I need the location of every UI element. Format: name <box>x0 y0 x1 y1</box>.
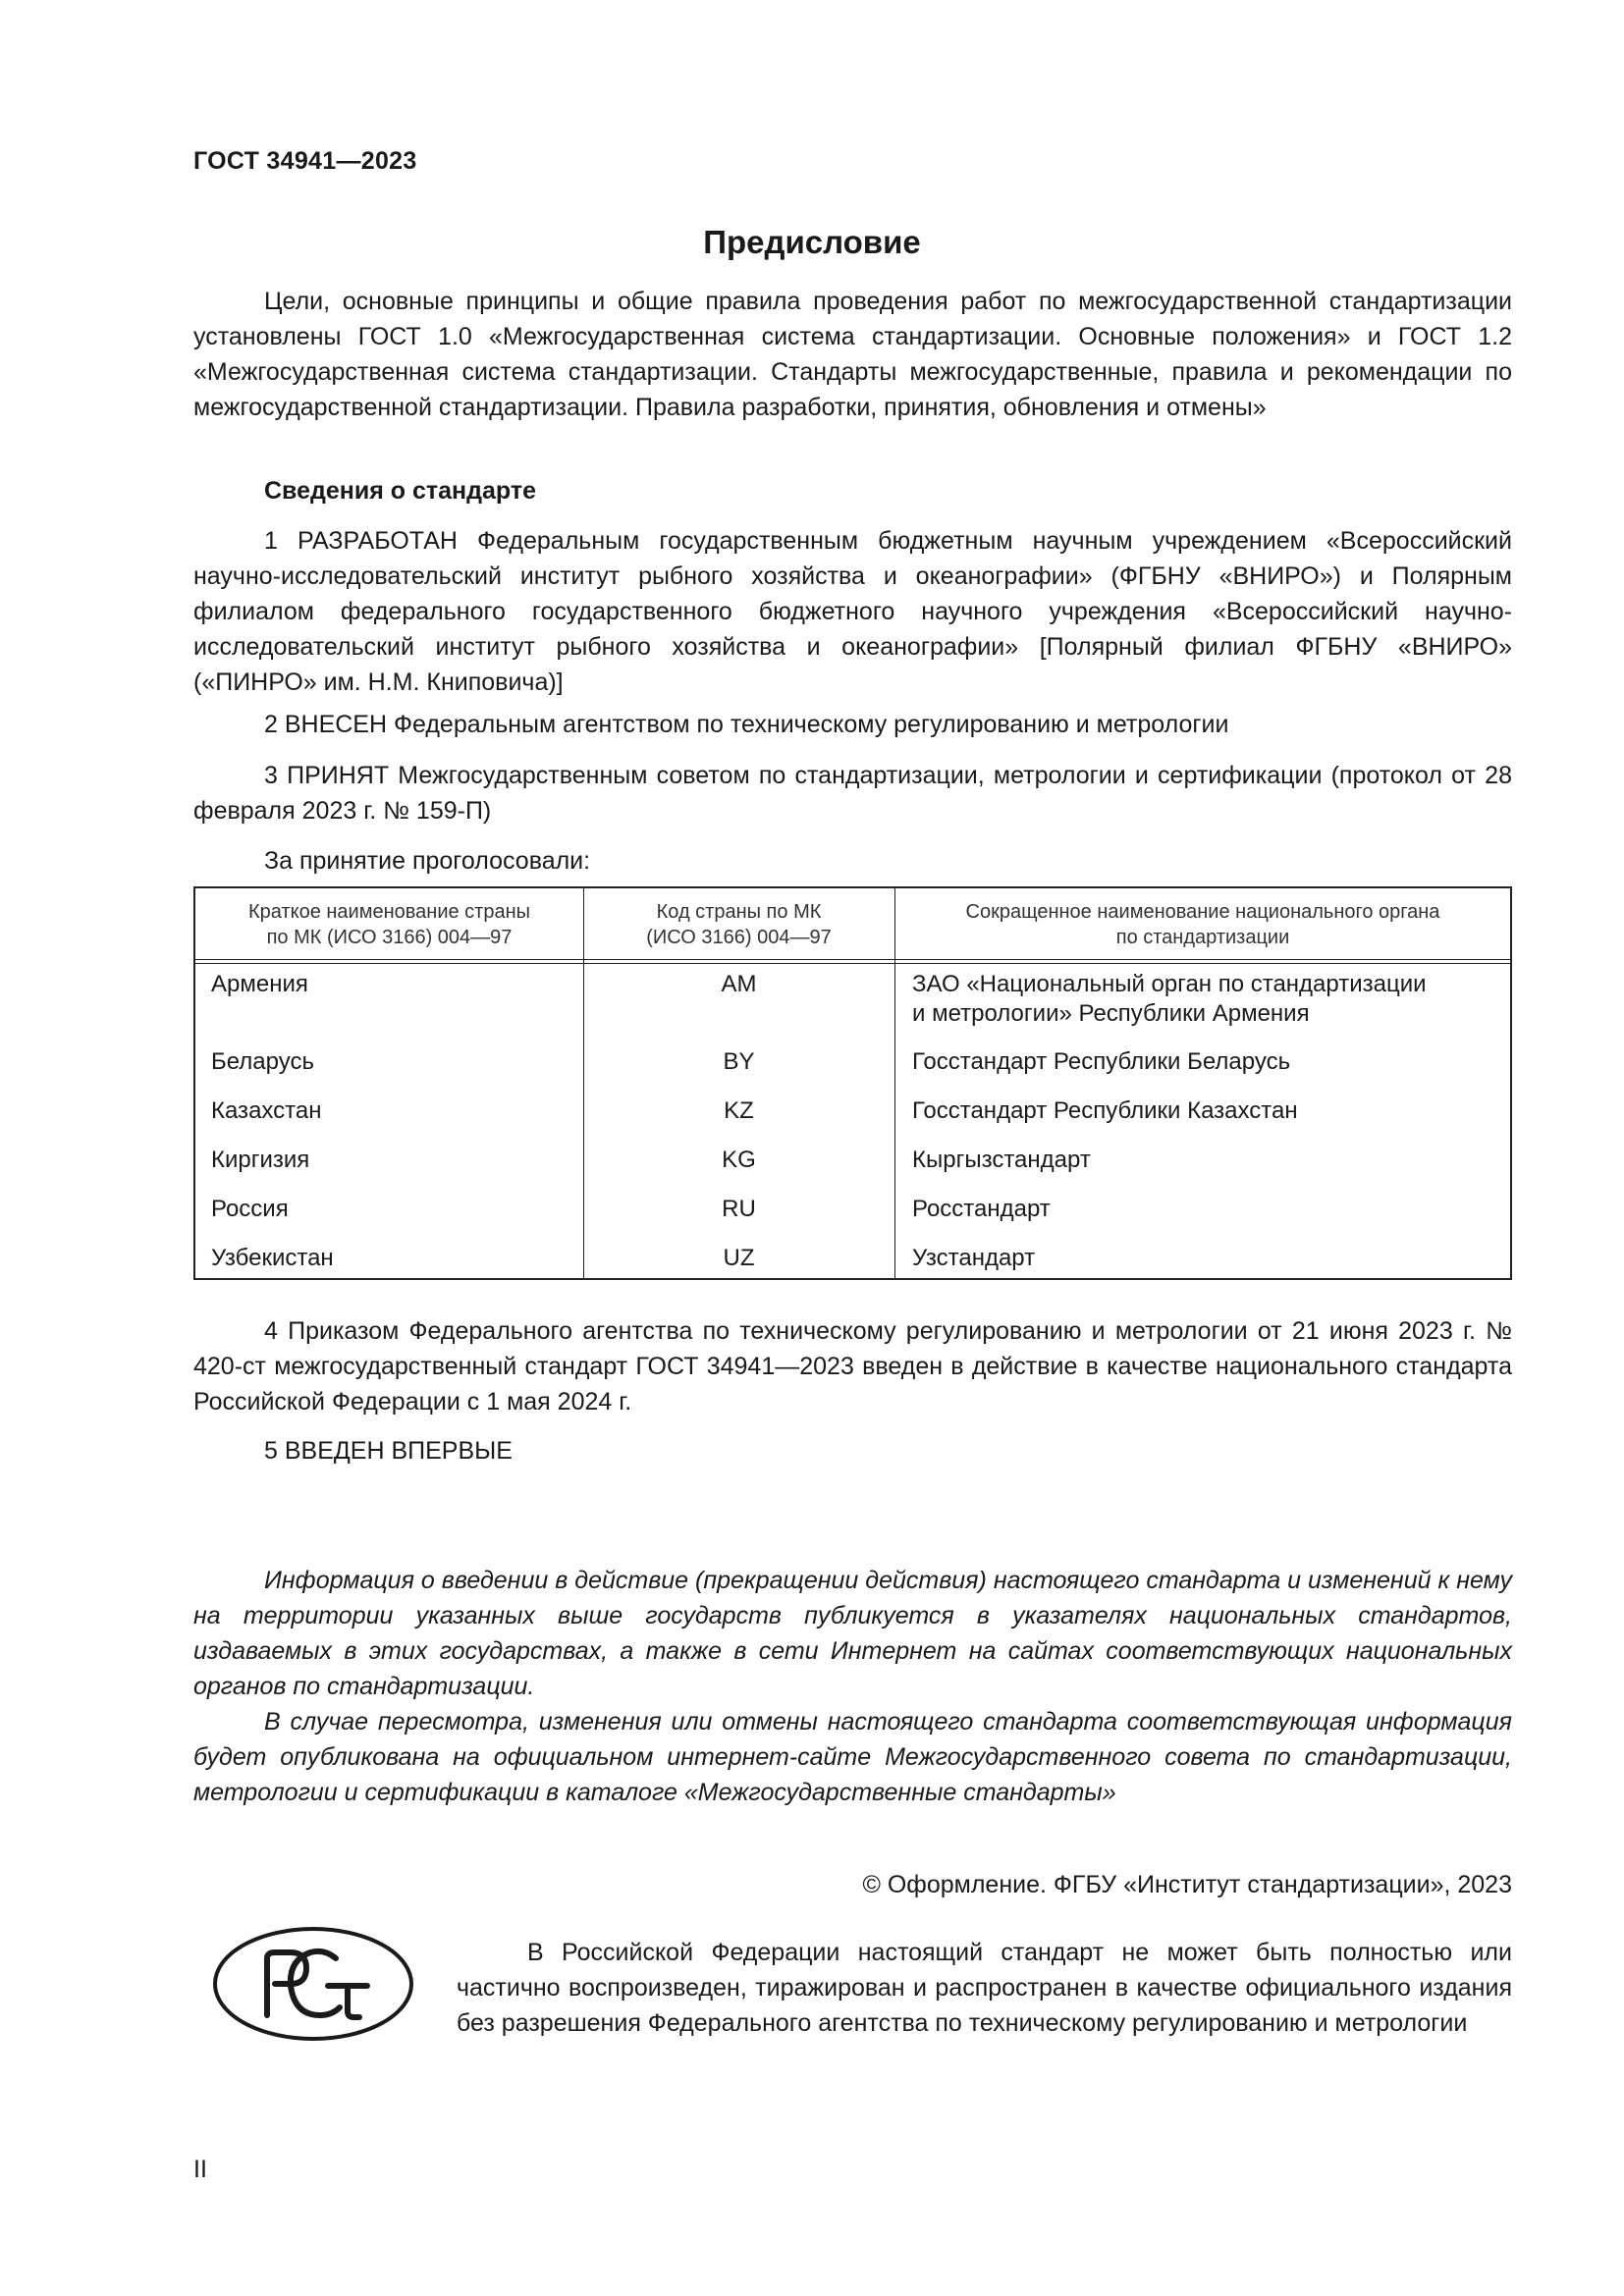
header-country-name: Краткое наименование страны по МК (ИСО 3166) 004—97 <box>247 901 531 948</box>
table-cell-country: Армения <box>211 971 308 997</box>
info-heading: Сведения о стандарте <box>264 477 537 505</box>
table-cell-country: Киргизия <box>211 1147 310 1173</box>
item-1-developed-by: 1 РАЗРАБОТАН Федеральным государственным бюджетным научным учреждением «Всероссийский научно-исследовательский институт рыбного хозяйства и океанографии» (ФГБНУ «ВНИРО») и Полярным филиалом федерального государственного бюджетного научного учреждения «Всероссийский научно-исследовательский институт рыбного хозяйства и океанографии» [Полярный филиал ФГБНУ «ВНИРО» («ПИНРО» им. Н.М. Книповича)] <box>193 527 1512 696</box>
copyright-line: © Оформление. ФГБУ «Институт стандартизации», 2023 <box>862 1871 1512 1898</box>
standard-id: ГОСТ 34941—2023 <box>193 147 417 175</box>
item-3-adopted-by: 3 ПРИНЯТ Межгосударственным советом по стандартизации, метрологии и сертификации (протокол от 28 февраля 2023 г. № 159-П) <box>193 762 1512 825</box>
table-cell-country: Беларусь <box>211 1048 314 1075</box>
table-cell-body: Росстандарт <box>912 1196 1051 1222</box>
table-cell-code: AM <box>721 971 757 997</box>
info-note-effect: Информация о введении в действие (прекращении действия) настоящего стандарта и изменений к нему на территории указанных выше государств публикуется в указателях национальных стандартов, издаваемых в этих государствах, а также в сети Интернет на сайтах соответствующих национальных органов по стандартизации. <box>193 1567 1512 1700</box>
table-cell-code: UZ <box>723 1245 755 1271</box>
header-national-body: Сокращенное наименование национального органа по стандартизации <box>965 901 1440 948</box>
table-cell-country: Узбекистан <box>211 1245 334 1271</box>
table-cell-code: KG <box>722 1147 756 1173</box>
table-cell-body: и метрологии» Республики Армения <box>912 1000 1310 1027</box>
table-cell-body: Кыргызстандарт <box>912 1147 1091 1173</box>
table-cell-country: Россия <box>211 1196 289 1222</box>
info-note-revision: В случае пересмотра, изменения или отмены настоящего стандарта соответствующая информация будет опубликована на официальном интернет-сайте Межгосударственного совета по стандартизации, метрологии и сертификации в каталоге «Межгосударственные стандарты» <box>193 1708 1512 1806</box>
voted-label: За принятие проголосовали: <box>264 847 591 875</box>
table-cell-body: ЗАО «Национальный орган по стандартизации <box>912 971 1427 997</box>
header-country-code: Код страны по МК (ИСО 3166) 004—97 <box>646 901 832 948</box>
page-title: Предисловие <box>703 224 921 260</box>
table-cell-code: KZ <box>724 1097 754 1124</box>
rst-logo-icon <box>210 1925 416 2043</box>
voting-countries-table <box>193 886 1512 1280</box>
rst-certification-logo <box>210 1925 416 2048</box>
intro-paragraph: Цели, основные принципы и общие правила проведения работ по межгосударственной стандартизации установлены ГОСТ 1.0 «Межгосударственная система стандартизации. Основные положения» и ГОСТ 1.2 «Межгосударственная система стандартизации. Стандарты межгосударственные, правила и рекомендации по межгосударственной стандартизации. Правила разработки, принятия, обновления и отмены» <box>193 288 1512 421</box>
table-cell-body: Госстандарт Республики Беларусь <box>912 1048 1291 1075</box>
item-5-introduced-first: 5 ВВЕДЕН ВПЕРВЫЕ <box>264 1437 513 1465</box>
table-cell-body: Узстандарт <box>912 1245 1036 1271</box>
header-divider <box>195 959 1510 960</box>
table-cell-country: Казахстан <box>211 1097 322 1124</box>
item-4-put-into-effect: 4 Приказом Федерального агентства по техническому регулированию и метрологии от 21 июня 2023 г. № 420-ст межгосударственный стандарт ГОСТ 34941—2023 введен в действие в качестве национального стандарта Российской Федерации с 1 мая 2024 г. <box>193 1317 1512 1415</box>
table-cell-code: BY <box>723 1048 755 1075</box>
page-number: II <box>193 2156 207 2183</box>
table-cell-code: RU <box>722 1196 756 1222</box>
table-cell-body: Госстандарт Республики Казахстан <box>912 1097 1298 1124</box>
reproduction-notice: В Российской Федерации настоящий стандарт не может быть полностью или частично воспроизведен, тиражирован и распространен в качестве официального издания без разрешения Федерального агентства по техническому регулированию и метрологии <box>457 1939 1512 2037</box>
item-2-submitted-by: 2 ВНЕСЕН Федеральным агентством по техническому регулированию и метрологии <box>264 711 1229 738</box>
header-divider <box>195 963 1510 964</box>
